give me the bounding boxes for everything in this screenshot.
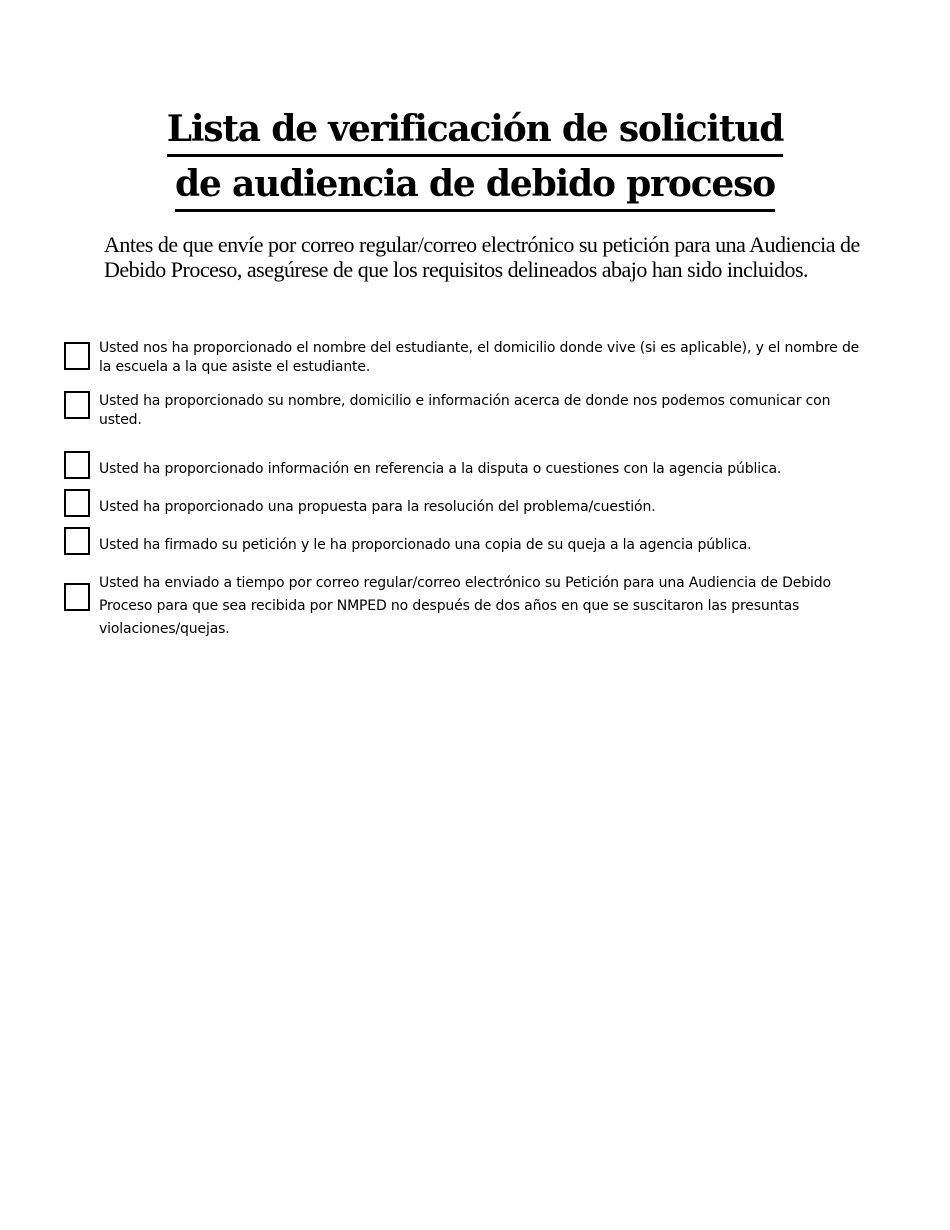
checkbox[interactable] (64, 583, 90, 611)
checkbox[interactable] (64, 527, 90, 555)
checklist-item-text: Usted ha proporcionado su nombre, domicilio e información acerca de donde nos podemos comunicar con usted. (99, 393, 831, 428)
checklist-item-text: Usted ha firmado su petición y le ha proporcionado una copia de su queja a la agencia pública. (99, 537, 752, 553)
checkbox[interactable] (64, 391, 90, 419)
checklist-item-text: Usted ha enviado a tiempo por correo regular/correo electrónico su Petición para una Audiencia de Debido Proceso para que sea recibida por NMPED no después de dos años en que se suscitaron las presuntas violaciones/quejas. (99, 575, 831, 637)
document-title (0, 104, 950, 214)
title-line-2: de audiencia de debido proceso (175, 159, 775, 212)
checklist-item-text: Usted ha proporcionado una propuesta para la resolución del problema/cuestión. (99, 499, 656, 515)
checkbox[interactable] (64, 342, 90, 370)
intro-paragraph: Antes de que envíe por correo regular/correo electrónico su petición para una Audiencia de Debido Proceso, asegúrese de que los requisitos delineados abajo han sido incluidos. (104, 232, 860, 282)
checkbox[interactable] (64, 489, 90, 517)
checklist-item-text: Usted nos ha proporcionado el nombre del estudiante, el domicilio donde vive (si es aplicable), y el nombre de la escuela a la que asiste el estudiante. (99, 340, 860, 375)
checklist-item-text: Usted ha proporcionado información en referencia a la disputa o cuestiones con la agencia pública. (99, 461, 782, 477)
title-line-1: Lista de verificación de solicitud (167, 104, 784, 157)
checkbox[interactable] (64, 451, 90, 479)
